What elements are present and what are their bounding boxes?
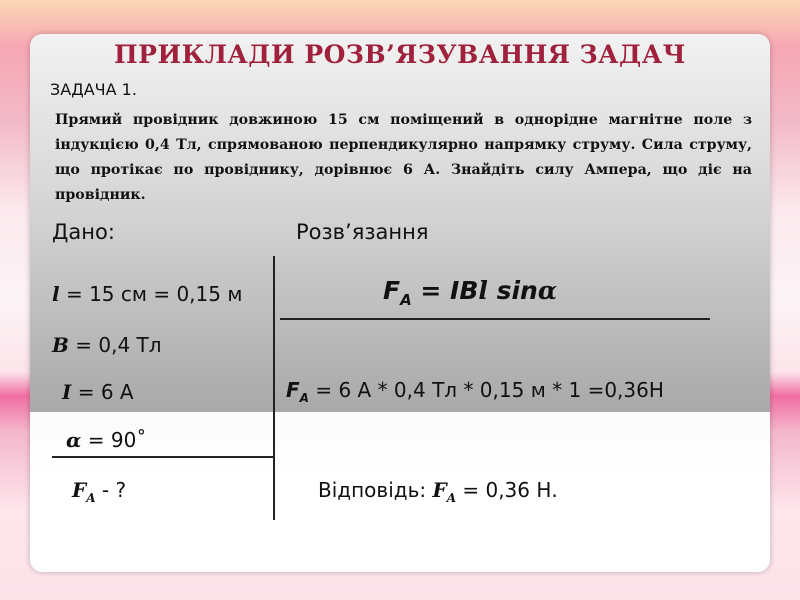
calculation: [286, 378, 664, 405]
given-current: [62, 380, 134, 404]
given-unknown: [72, 478, 126, 505]
answer-text: = 0,36 Н.: [456, 478, 558, 502]
length-value: = 15 см = 0,15 м: [59, 282, 243, 306]
calc-text: = 6 А * 0,4 Тл * 0,15 м * 1 =0,36Н: [308, 378, 664, 402]
formula-underline: [280, 318, 710, 320]
induction-value: = 0,4 Тл: [68, 333, 162, 357]
formula-lhs-sub: A: [400, 291, 412, 309]
solution-heading: Розв’язання: [296, 220, 429, 244]
length-symbol: l: [52, 282, 60, 306]
calc-subscript: A: [299, 391, 309, 405]
force-subscript: A: [86, 491, 96, 505]
unknown-value: - ?: [95, 478, 127, 502]
formula-lhs: F: [383, 276, 401, 305]
formula-sin: sin: [487, 276, 538, 305]
formula-rhs: = IB: [411, 276, 479, 305]
calc-symbol: F: [286, 378, 300, 402]
angle-symbol: α: [66, 428, 82, 452]
given-induction: [52, 333, 162, 357]
problem-statement: Прямий провідник довжиною 15 см поміщений в однорідне магнітне поле з індукцією 0,4 Тл, спрямованою перпендикулярно напрямку струму. Сила струму, що протікає по провіднику, дорівнює 6 А. Знайдіть силу Ампера, що діє на провідник.: [55, 112, 752, 203]
angle-value: = 90˚: [81, 428, 147, 452]
vertical-divider: [273, 256, 275, 520]
induction-symbol: B: [52, 333, 69, 357]
current-symbol: I: [62, 380, 72, 404]
ampere-formula: [383, 276, 557, 309]
given-divider: [52, 456, 274, 458]
answer-label: Відповідь:: [318, 478, 433, 502]
given-length: [52, 282, 242, 306]
answer-symbol: F: [432, 478, 447, 502]
current-value: = 6 А: [71, 380, 134, 404]
force-symbol: F: [72, 478, 87, 502]
answer: [318, 478, 558, 505]
task-label: ЗАДАЧА 1.: [50, 80, 137, 99]
answer-subscript: A: [446, 491, 456, 505]
given-angle: [66, 428, 146, 452]
formula-length: l: [478, 276, 488, 305]
given-heading: Дано:: [52, 220, 115, 244]
formula-alpha: α: [537, 276, 558, 305]
slide-title: ПРИКЛАДИ РОЗВ’ЯЗУВАННЯ ЗАДАЧ: [114, 40, 686, 69]
